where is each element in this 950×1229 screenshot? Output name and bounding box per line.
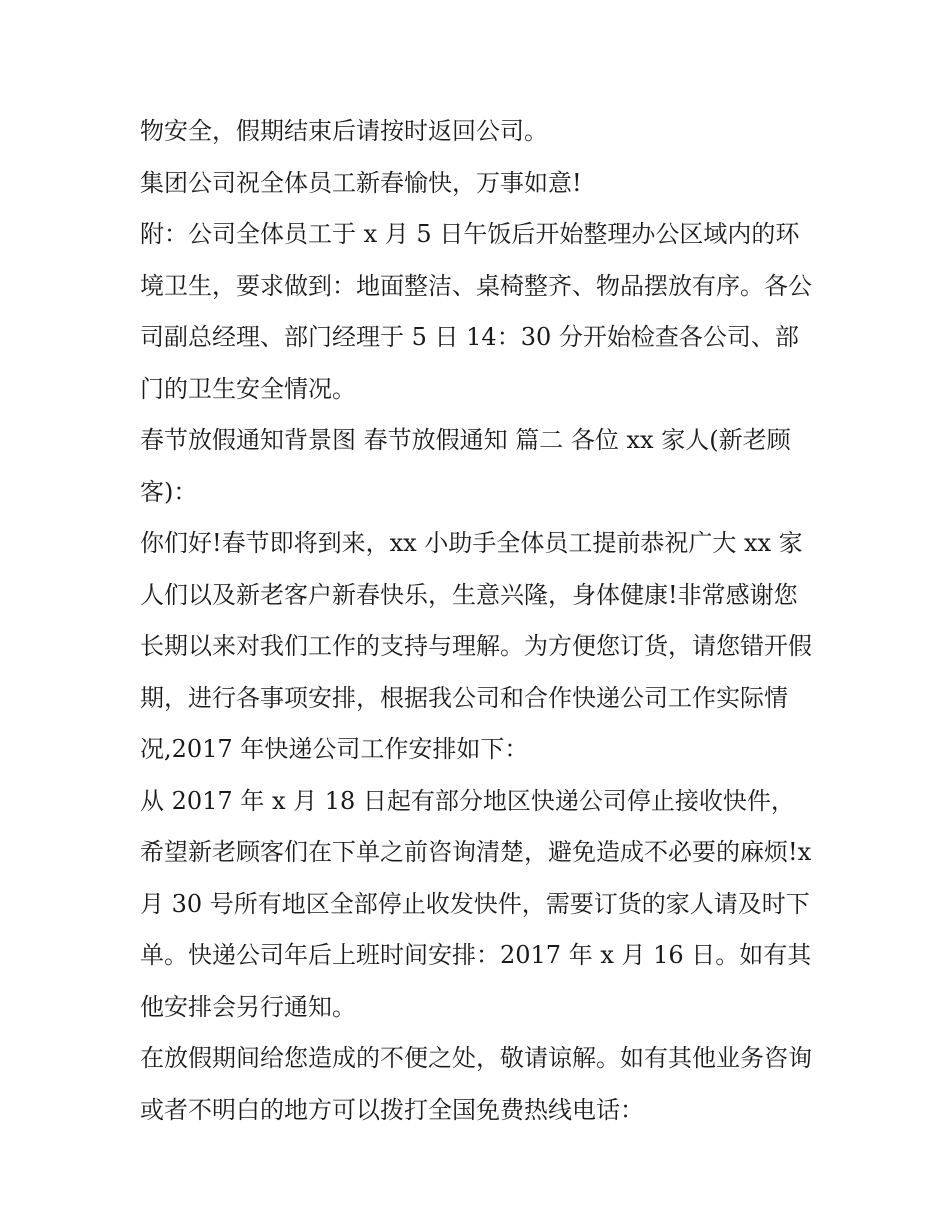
paragraph-7: 在放假期间给您造成的不便之处，敬请谅解。如有其他业务咨询或者不明白的地方可以拨打全国免费热线电话：	[140, 1044, 812, 1124]
paragraph-2: 集团公司祝全体员工新春愉快，万事如意!	[140, 168, 582, 197]
paragraph-3: 附：公司全体员工于 x 月 5 日午饭后开始整理办公区域内的环境卫生，要求做到：地面整洁、桌椅整齐、物品摆放有序。各公司副总经理、部门经理于 5 日 14：30 分开始检查各公司、部门的卫生安全情况。	[140, 220, 812, 403]
paragraph-4: 春节放假通知背景图 春节放假通知 篇二 各位 xx 家人(新老顾客)：	[140, 426, 791, 506]
paragraph-5: 你们好!春节即将到来，xx 小助手全体员工提前恭祝广大 xx 家人们以及新老客户新春快乐，生意兴隆，身体健康!非常感谢您长期以来对我们工作的支持与理解。为方便您订货，请您错开假期，进行各事项安排，根据我公司和合作快递公司工作实际情况,2017 年快递公司工作安排如下：	[140, 529, 812, 763]
paragraph-6: 从 2017 年 x 月 18 日起有部分地区快递公司停止接收快件，希望新老顾客们在下单之前咨询清楚，避免造成不必要的麻烦!x 月 30 号所有地区全部停止收发快件，需要订货的家人请及时下单。快递公司年后上班时间安排：2017 年 x 月 16 日。如有其他安排会另行通知。	[140, 786, 812, 1021]
paragraph-1: 物安全，假期结束后请按时返回公司。	[140, 117, 548, 145]
document-body	[140, 106, 815, 1136]
